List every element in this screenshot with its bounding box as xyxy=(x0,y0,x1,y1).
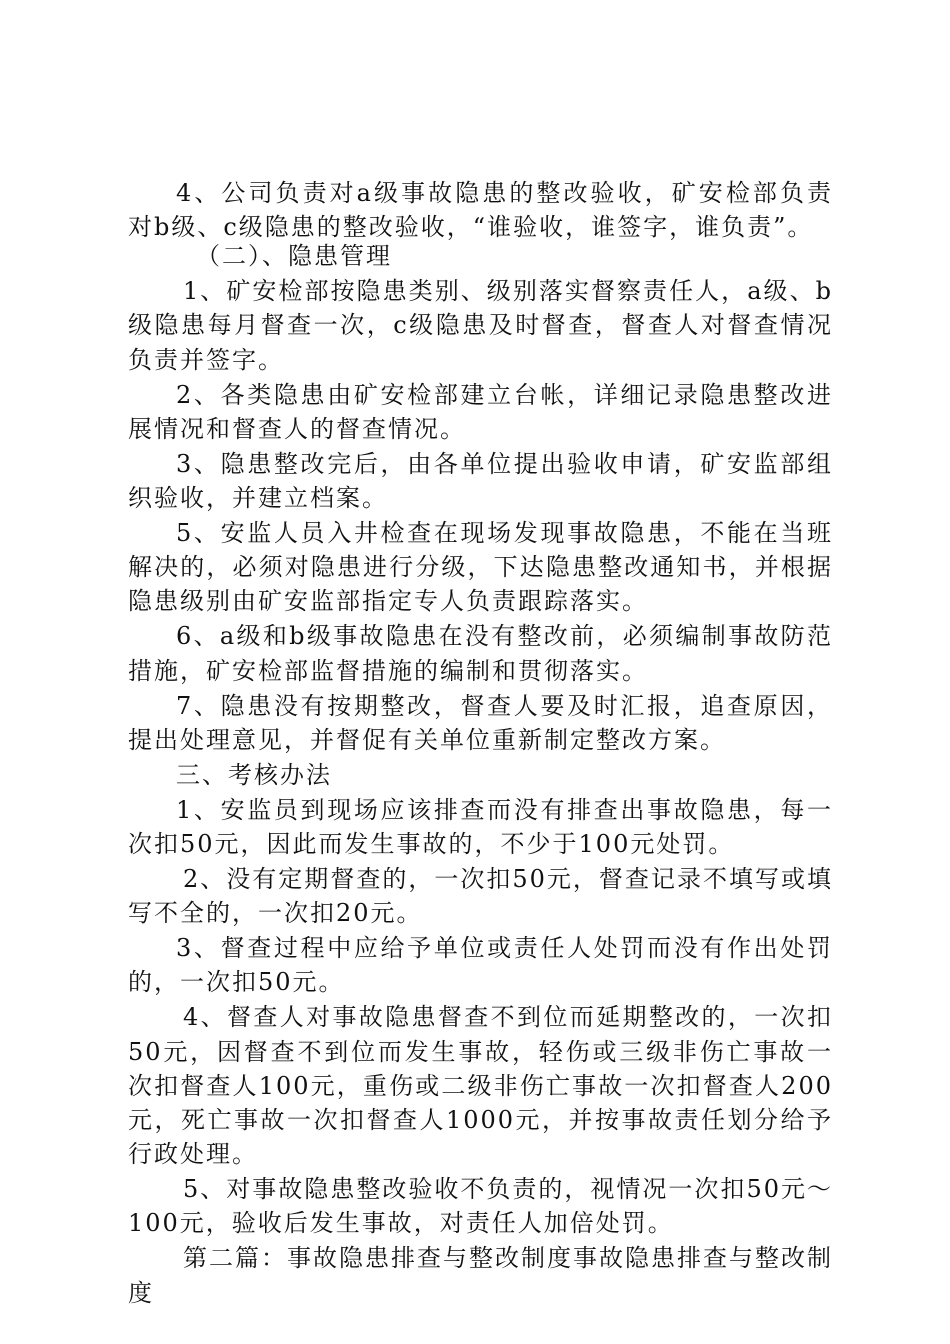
paragraph-assessment-1: 1、安监员到现场应该排查而没有排查出事故隐患，每一次扣50元，因此而发生事故的，不少于100元处罚。 xyxy=(128,795,833,859)
paragraph-hazard-management-3: 3、隐患整改完后，由各单位提出验收申请，矿安监部组织验收，并建立档案。 xyxy=(128,449,833,513)
paragraph-hazard-management-6: 6、a级和b级事故隐患在没有整改前，必须编制事故防范措施，矿安检部监督措施的编制和贯彻落实。 xyxy=(128,622,833,685)
paragraph-hazard-management-1: 1、矿安检部按隐患类别、级别落实督察责任人，a级、b级隐患每月督查一次，c级隐患及时督查，督查人对督查情况负责并签字。 xyxy=(128,277,833,374)
section-heading-assessment: 三、考核办法 xyxy=(176,760,332,789)
paragraph-assessment-4: 4、督查人对事故隐患督查不到位而延期整改的，一次扣50元，因督查不到位而发生事故，轻伤或三级非伤亡事故一次扣督查人100元，重伤或二级非伤亡事故一次扣督查人200元，死亡事故一次扣督查人1000元，并按事故责任划分给予行政处理。 xyxy=(128,1003,833,1169)
chapter-title-part-two: 第二篇：事故隐患排查与整改制度事故隐患排查与整改制度 xyxy=(128,1244,833,1307)
paragraph-assessment-5: 5、对事故隐患整改验收不负责的，视情况一次扣50元～100元，验收后发生事故，对责任人加倍处罚。 xyxy=(128,1175,833,1238)
paragraph-acceptance-responsibility: 4、公司负责对a级事故隐患的整改验收，矿安检部负责对b级、c级隐患的整改验收，“谁验收，谁签字，谁负责”。 xyxy=(128,179,833,242)
paragraph-hazard-management-2: 2、各类隐患由矿安检部建立台帐，详细记录隐患整改进展情况和督查人的督查情况。 xyxy=(128,380,833,443)
paragraph-assessment-2: 2、没有定期督查的，一次扣50元，督查记录不填写或填写不全的，一次扣20元。 xyxy=(128,865,833,928)
paragraph-assessment-3: 3、督查过程中应给予单位或责任人处罚而没有作出处罚的，一次扣50元。 xyxy=(128,934,833,997)
document-body xyxy=(128,176,833,1311)
paragraph-hazard-management-7: 7、隐患没有按期整改，督查人要及时汇报，追查原因，提出处理意见，并督促有关单位重新制定整改方案。 xyxy=(128,691,833,754)
paragraph-hazard-management-5: 5、安监人员入井检查在现场发现事故隐患，不能在当班解决的，必须对隐患进行分级，下达隐患整改通知书，并根据隐患级别由矿安监部指定专人负责跟踪落实。 xyxy=(128,519,833,616)
section-heading-hazard-management: （二）、隐患管理 xyxy=(196,242,392,271)
